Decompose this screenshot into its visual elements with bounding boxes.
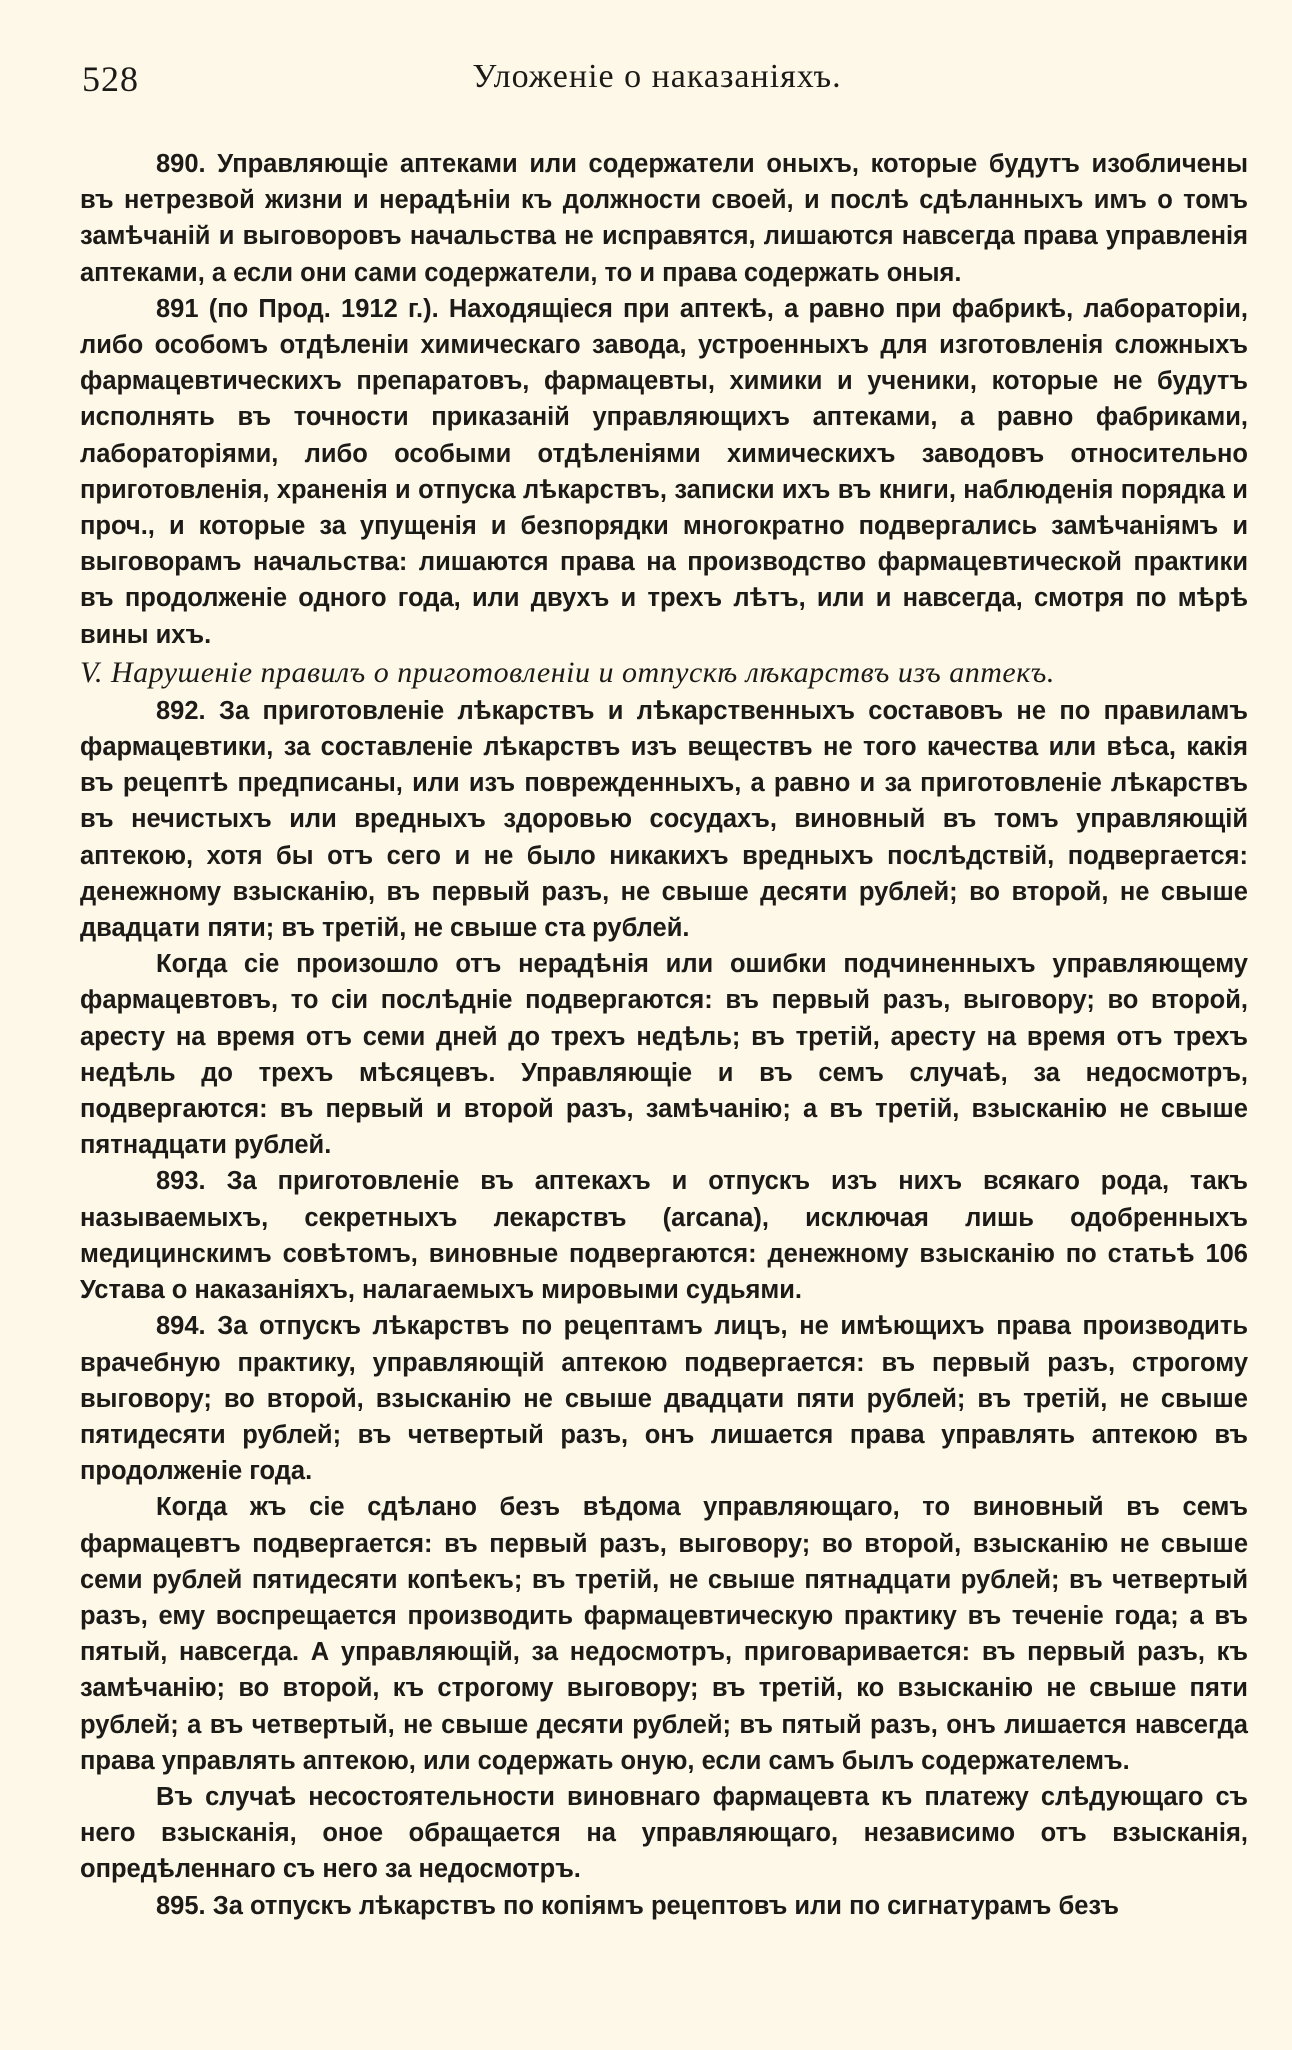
article-text: За отпускъ лѣкарствъ по копіямъ рецептовъ или по сигнатурамъ безъ: [212, 1891, 1120, 1920]
running-head: Уложеніе о наказаніяхъ.: [472, 58, 842, 95]
article-895: [80, 1888, 1248, 1924]
article-number: 895.: [156, 1891, 206, 1920]
article-894-continuation: [80, 1489, 1248, 1779]
article-text: За отпускъ лѣкарствъ по рецептамъ лицъ, не имѣющихъ права производить врачебную практику, управляющій аптекою подвергается: въ первый разъ, строгому выговору; во второй, взысканію не свыше двадцати пяти рублей; въ третій, не свыше пятидесяти рублей; въ четвертый разъ, онъ лишается права управлять аптекою въ продолженіе года.: [80, 1312, 1248, 1486]
article-text: Когда жъ сіе сдѣлано безъ вѣдома управляющаго, то виновный въ семъ фармацевтъ подвергается: въ первый разъ, выговору; во второй, взысканію не свыше семи рублей пятидесяти копѣекъ; въ третій, не свыше пятнадцати рублей; въ четвертый разъ, ему воспрещается производить фармацевтическую практику въ теченіе года; а въ пятый, навсегда. А управляющій, за недосмотръ, приговаривается: въ первый разъ, къ замѣчанію; во второй, къ строгому выговору; въ третій, ко взысканію не свыше пяти рублей; а въ четвертый, не свыше десяти рублей; въ пятый разъ, онъ лишается навсегда права управлять аптекою, или содержать оную, если самъ былъ содержателемъ.: [80, 1493, 1248, 1775]
article-894-continuation-2: [80, 1779, 1248, 1888]
article-number: 893.: [156, 1167, 206, 1196]
article-text: Въ случаѣ несостоятельности виновнаго фармацевта къ платежу слѣдующаго съ него взысканія, оное обращается на управляющаго, независимо отъ взысканія, опредѣленнаго съ него за недосмотръ.: [80, 1782, 1248, 1884]
document-body: [80, 146, 1248, 1924]
article-text: За приготовленіе лѣкарствъ и лѣкарственныхъ составовъ не по правиламъ фармацевтики, за составленіе лѣкарствъ изъ веществъ не того качества или вѣса, какія въ рецептѣ предписаны, или изъ поврежденныхъ, а равно и за приготовленіе лѣкарствъ въ нечистыхъ или вредныхъ здоровью сосудахъ, виновный въ томъ управляющій аптекою, хотя бы отъ сего и не было никакихъ вредныхъ послѣдствій, подвергается: денежному взысканію, въ первый разъ, не свыше десяти рублей; во второй, не свыше двадцати пяти; въ третій, не свыше ста рублей.: [80, 696, 1248, 943]
article-number: 892.: [156, 696, 206, 725]
article-number: 891: [156, 294, 199, 323]
article-text: За приготовленіе въ аптекахъ и отпускъ изъ нихъ всякаго рода, такъ называемыхъ, секретныхъ лекарствъ (arcana), исключая лишь одобренныхъ медицинскимъ совѣтомъ, виновные подвергаются: денежному взысканію по статьѣ 106 Устава о наказаніяхъ, налагаемыхъ мировыми судьями.: [80, 1167, 1248, 1305]
page-number: 528: [82, 59, 139, 99]
article-894: [80, 1308, 1248, 1489]
article-number: 894.: [156, 1312, 206, 1341]
article-892: [80, 693, 1248, 946]
article-891: [80, 291, 1248, 653]
article-text: Управляющіе аптеками или содержатели оныхъ, которые будутъ изобличены въ нетрезвой жизни и нерадѣніи къ должности своей, и послѣ сдѣланныхъ имъ о томъ замѣчаній и выговоровъ начальства не исправятся, лишаются навсегда права управленія аптеками, а если они сами содержатели, то и права содержать оныя.: [80, 150, 1248, 287]
article-890: [80, 146, 1248, 291]
page-header: [82, 58, 1232, 108]
article-893: [80, 1163, 1248, 1308]
article-text: (по Прод. 1912 г.). Находящіеся при аптекѣ, а равно при фабрикѣ, лабораторіи, либо особомъ отдѣленіи химическаго завода, устроенныхъ для изготовленія сложныхъ фармацевтическихъ препаратовъ, фармацевты, химики и ученики, которые не будутъ исполнять въ точности приказаній управляющихъ аптеками, а равно фабриками, лабораторіями, либо особыми отдѣленіями химическихъ заводовъ относительно приготовленія, храненія и отпуска лѣкарствъ, записки ихъ въ книги, наблюденія порядка и проч., и которые за упущенія и безпорядки многократно подвергались замѣчаніямъ и выговорамъ начальства: лишаются права на производство фармацевтической практики въ продолженіе одного года, или двухъ и трехъ лѣтъ, или и навсегда, смотря по мѣрѣ вины ихъ.: [80, 294, 1248, 649]
article-892-continuation: [80, 946, 1248, 1163]
article-number: 890.: [156, 150, 206, 178]
article-text: Когда сіе произошло отъ нерадѣнія или ошибки подчиненныхъ управляющему фармацевтовъ, то сіи послѣдніе подвергаются: въ первый разъ, выговору; во второй, аресту на время отъ семи дней до трехъ недѣль; въ третій, аресту на время отъ трехъ недѣль до трехъ мѣсяцевъ. Управляющіе и въ семъ случаѣ, за недосмотръ, подвергаются: въ первый и второй разъ, замѣчанію; а въ третій, взысканію не свыше пятнадцати рублей.: [80, 950, 1248, 1160]
section-title: V. Нарушеніе правилъ о приготовленіи и отпускѣ лѣкарствъ изъ аптекъ.: [80, 655, 1055, 689]
